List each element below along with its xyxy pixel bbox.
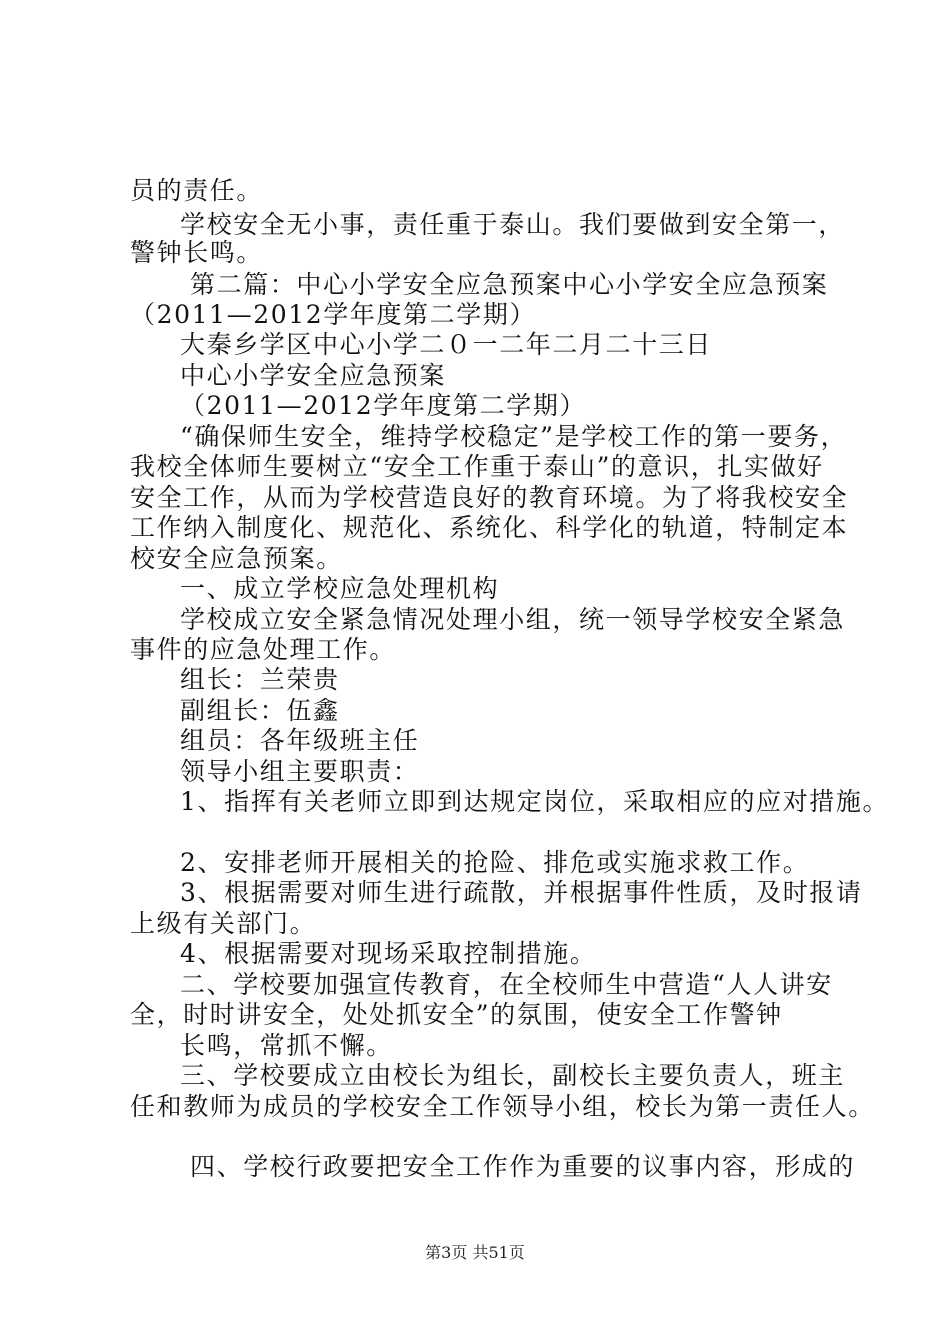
text-line: 4、根据需要对现场采取控制措施。 bbox=[180, 939, 597, 968]
text-line: 副组长：伍鑫 bbox=[180, 696, 340, 725]
text-line: 四、学校行政要把安全工作作为重要的议事内容，形成的 bbox=[190, 1152, 856, 1181]
text-line: 三、学校要成立由校长为组长，副校长主要负责人，班主 bbox=[180, 1061, 846, 1090]
text-line: 1、指挥有关老师立即到达规定岗位，采取相应的应对措施。 bbox=[180, 787, 890, 816]
text-line: 长鸣，常抓不懈。 bbox=[180, 1031, 393, 1060]
text-line: “确保师生安全，维持学校稳定”是学校工作的第一要务， bbox=[180, 422, 848, 451]
text-line: 中心小学安全应急预案 bbox=[180, 361, 447, 390]
text-line: 事件的应急处理工作。 bbox=[130, 635, 397, 664]
text-line: 员的责任。 bbox=[130, 176, 264, 205]
text-line: 安全工作，从而为学校营造良好的教育环境。为了将我校安全 bbox=[130, 483, 849, 512]
text-line: 上级有关部门。 bbox=[130, 909, 317, 938]
text-line: （2011—2012学年度第二学期） bbox=[180, 391, 587, 420]
text-line: 我校全体师生要树立“安全工作重于泰山”的意识，扎实做好 bbox=[130, 452, 824, 481]
text-line: 任和教师为成员的学校安全工作领导小组，校长为第一责任人。 bbox=[130, 1092, 875, 1121]
text-line: 二、学校要加强宣传教育，在全校师生中营造“人人讲安 bbox=[180, 970, 833, 999]
page-number-footer: 第3页 共51页 bbox=[425, 1243, 525, 1262]
section-heading: 第二篇：中心小学安全应急预案中心小学安全应急预案 bbox=[190, 270, 829, 299]
text-line: 警钟长鸣。 bbox=[130, 238, 264, 267]
text-line: （2011—2012学年度第二学期） bbox=[130, 300, 537, 329]
text-line: 大秦乡学区中心小学二０一二年二月二十三日 bbox=[180, 330, 713, 359]
text-line: 组长：兰荣贵 bbox=[180, 665, 340, 694]
text-line: 学校安全无小事，责任重于泰山。我们要做到安全第一， bbox=[180, 210, 846, 239]
text-line: 学校成立安全紧急情况处理小组，统一领导学校安全紧急 bbox=[180, 605, 846, 634]
text-line: 校安全应急预案。 bbox=[130, 544, 343, 573]
text-line: 工作纳入制度化、规范化、系统化、科学化的轨道，特制定本 bbox=[130, 513, 849, 542]
text-line: 组员：各年级班主任 bbox=[180, 726, 420, 755]
text-line: 领导小组主要职责： bbox=[180, 757, 420, 786]
text-line: 一、成立学校应急处理机构 bbox=[180, 574, 500, 603]
text-line: 全，时时讲安全，处处抓安全”的氛围，使安全工作警钟 bbox=[130, 1000, 783, 1029]
text-line: 3、根据需要对师生进行疏散，并根据事件性质，及时报请 bbox=[180, 878, 863, 907]
text-line: 2、安排老师开展相关的抢险、排危或实施求救工作。 bbox=[180, 848, 810, 877]
